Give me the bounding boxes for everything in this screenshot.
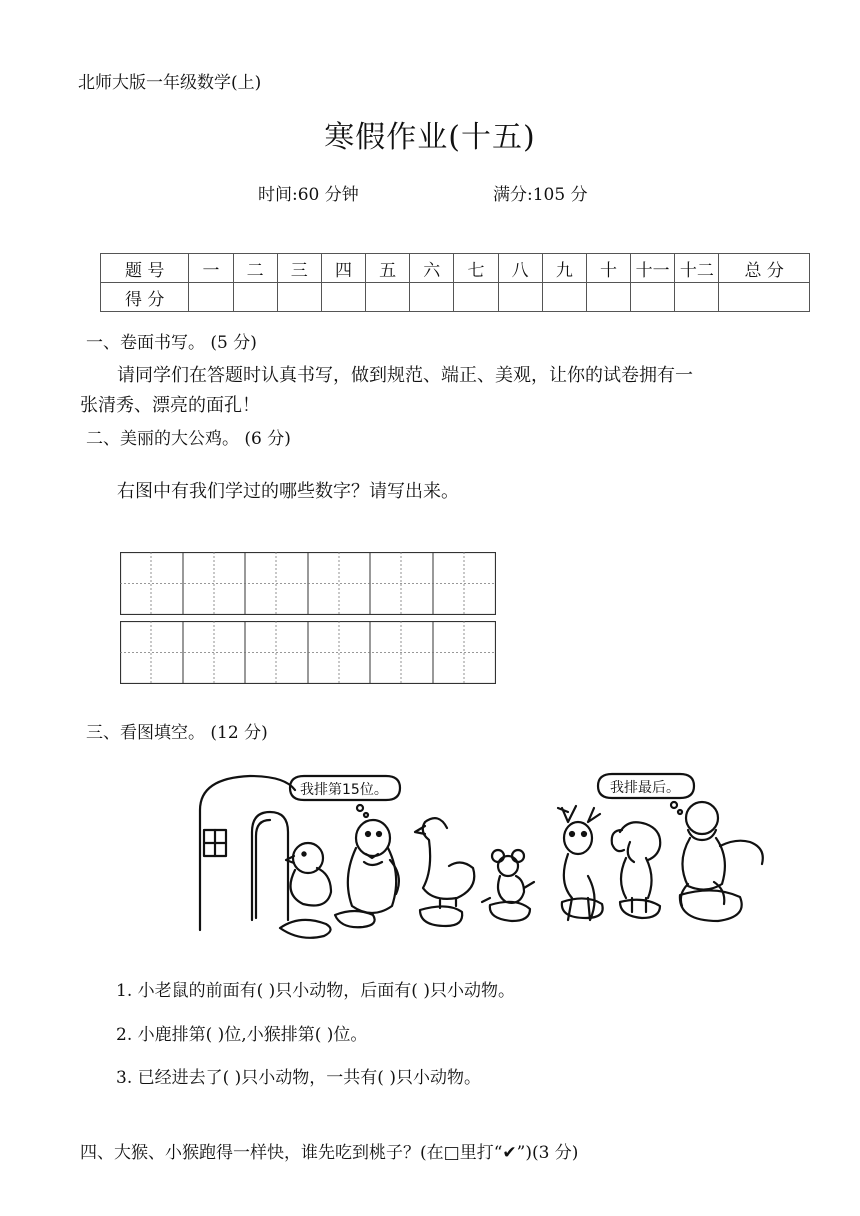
score-header-cell: 总 分	[719, 254, 810, 283]
score-header-cell: 九	[542, 254, 586, 283]
bubble-right-text: 我排最后。	[610, 780, 680, 796]
deer-illustration	[558, 806, 600, 920]
score-header-row	[101, 254, 810, 283]
score-header-cell: 四	[321, 254, 365, 283]
chick-illustration	[286, 843, 331, 906]
q1-heading: 一、卷面书写。 (5 分)	[86, 333, 257, 353]
page-title: 寒假作业(十五)	[324, 120, 536, 155]
writing-grid-1[interactable]	[120, 552, 496, 615]
score-header-cell: 八	[498, 254, 542, 283]
q3-heading: 三、看图填空。 (12 分)	[86, 723, 268, 743]
score-header-cell: 一	[189, 254, 233, 283]
full-score: 满分:105 分	[493, 185, 588, 205]
score-cell[interactable]	[321, 283, 365, 312]
penguin-illustration	[348, 820, 399, 913]
animals-queue-illustration	[190, 770, 770, 940]
score-cell[interactable]	[675, 283, 719, 312]
score-cell[interactable]	[189, 283, 233, 312]
score-header-cell: 三	[277, 254, 321, 283]
score-cell[interactable]	[277, 283, 321, 312]
q2-heading: 二、美丽的大公鸡。 (6 分)	[86, 429, 291, 449]
score-cell[interactable]	[410, 283, 454, 312]
score-cell[interactable]	[542, 283, 586, 312]
q2-prompt: 右图中有我们学过的哪些数字？请写出来。	[117, 481, 459, 502]
q3-item-3: 3. 已经进去了( )只小动物，一共有( )只小动物。	[116, 1068, 481, 1088]
goose-illustration	[415, 818, 474, 908]
q3-item-2: 2. 小鹿排第( )位,小猴排第( )位。	[116, 1025, 368, 1045]
score-header-cell: 十二	[675, 254, 719, 283]
score-cell[interactable]	[719, 283, 810, 312]
score-header-cell: 二	[233, 254, 277, 283]
score-cell[interactable]	[454, 283, 498, 312]
monkey-illustration	[681, 802, 763, 906]
score-value-row	[101, 283, 810, 312]
score-header-cell: 七	[454, 254, 498, 283]
time-limit: 时间:60 分钟	[258, 185, 359, 205]
house-illustration	[200, 776, 295, 930]
bubble-left-text: 我排第15位。	[300, 782, 388, 798]
q1-text-line1: 请同学们在答题时认真书写，做到规范、端正、美观，让你的试卷拥有一	[117, 365, 693, 386]
score-cell[interactable]	[631, 283, 675, 312]
score-header-cell: 题 号	[101, 254, 189, 283]
mouse-illustration	[482, 850, 534, 903]
score-table	[100, 253, 810, 312]
score-cell[interactable]	[366, 283, 410, 312]
writing-grid-2[interactable]	[120, 621, 496, 684]
score-cell[interactable]	[498, 283, 542, 312]
score-row-label: 得 分	[101, 283, 189, 312]
q4-heading: 四、大猴、小猴跑得一样快，谁先吃到桃子？(在□里打“✔”)(3 分)	[80, 1143, 579, 1163]
score-header-cell: 六	[410, 254, 454, 283]
header-subject: 北师大版一年级数学(上)	[78, 73, 262, 93]
elephant-illustration	[612, 822, 661, 912]
q3-item-1: 1. 小老鼠的前面有( )只小动物，后面有( )只小动物。	[116, 981, 515, 1001]
score-cell[interactable]	[233, 283, 277, 312]
score-header-cell: 十	[586, 254, 630, 283]
score-cell[interactable]	[586, 283, 630, 312]
score-header-cell: 十一	[631, 254, 675, 283]
q1-text-line2: 张清秀、漂亮的面孔！	[80, 395, 260, 416]
score-header-cell: 五	[366, 254, 410, 283]
